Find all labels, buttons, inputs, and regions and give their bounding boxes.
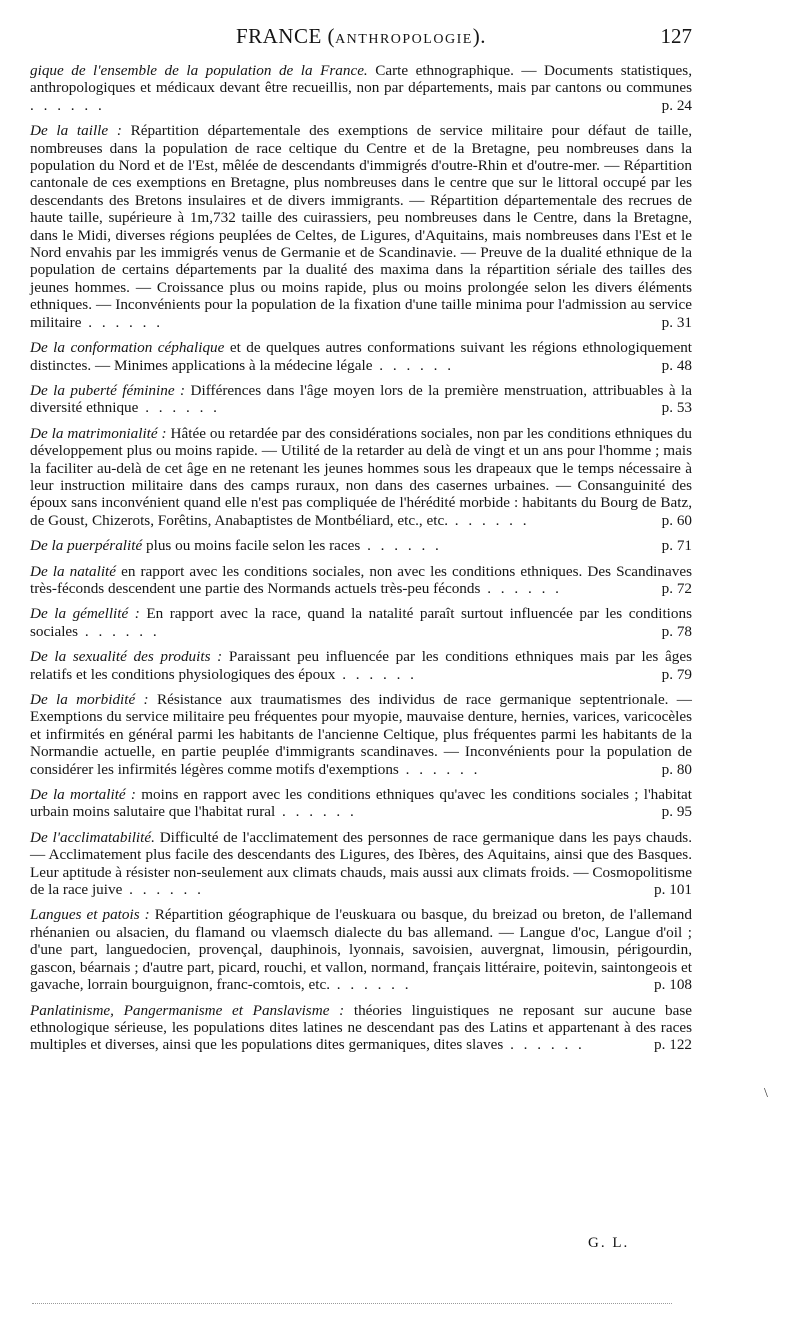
index-entry (30, 122, 692, 331)
entry-body: Différences dans l'âge moyen lors de la première menstruation, attribuables à la diversité ethnique (30, 381, 692, 417)
entry-page-ref: p. 24 (661, 96, 692, 114)
index-entry (30, 382, 692, 417)
leader-dots: . . . . . . (138, 399, 220, 417)
entry-body: Carte ethnographique. — Documents statistiques, anthropologiques et médicaux devant être recueillis, non par départements, mais par cantons ou communes (30, 62, 692, 97)
entry-body: en rapport avec les conditions sociales, non avec les conditions ethniques. Des Scandinaves très-féconds descendent une partie des Normands actuels très-peu féconds (30, 562, 692, 597)
leader-dots: . . . . . . (330, 976, 412, 994)
index-content (30, 62, 692, 1062)
leader-dots: . . . . . . (448, 511, 530, 529)
entry-page-ref: p. 60 (661, 511, 692, 529)
entry-page-ref: p. 78 (661, 622, 692, 640)
entry-heading: De la mortalité : (30, 786, 136, 804)
index-entry (30, 339, 692, 374)
leader-dots: . . . . . . (398, 760, 481, 778)
entry-page-ref: p. 80 (661, 760, 692, 778)
entry-page-ref: p. 108 (654, 976, 692, 994)
leader-dots: . . . . . . (372, 356, 455, 374)
index-entry (30, 537, 692, 554)
index-entry (30, 1002, 692, 1054)
entry-heading: De la conformation céphalique (30, 339, 225, 357)
entry-heading: De la matrimonialité : (30, 424, 167, 442)
entry-heading: De la sexualité des produits : (30, 648, 223, 666)
entry-heading: De la gémellité : (30, 605, 140, 623)
entry-page-ref: p. 79 (661, 665, 692, 683)
entry-page-ref: p. 101 (654, 881, 692, 899)
signature: G. L. (588, 1235, 630, 1251)
leader-dots: . . . . . . (275, 803, 357, 821)
running-header (30, 24, 692, 50)
entry-body: Résistance aux traumatismes des individus de race germanique septentrionale. — Exemptions du service militaire peu fréquentes pour myopie, mauvaise denture, hernies, varices, varicocèles et infirmités en général parmi les habitants de l'ancienne Celtique, plus fréquentes parmi les habitants de la Normandie actuelle, en partie peuplée d'immigrants scandinaves. — Inconvénients pour la population de considérer les infirmités légères comme motifs d'exemptions (30, 691, 692, 778)
entry-heading: Langues et patois : (30, 906, 150, 924)
entry-page-ref: p. 31 (661, 313, 692, 331)
entry-page-ref: p. 122 (654, 1036, 692, 1054)
leader-dots: . . . . . . (360, 537, 442, 555)
index-entry (30, 691, 692, 778)
running-title: FRANCE (ANTHROPOLOGIE). (235, 24, 487, 48)
entry-page-ref: p. 95 (661, 803, 692, 821)
entry-heading: De la puberté féminine : (30, 381, 186, 399)
entry-page-ref: p. 71 (661, 537, 692, 555)
entry-body: Répartition départementale des exemptions de service militaire pour défaut de taille, nombreuses dans la population de race celtique du Centre et de la Bretagne, peu nombreuses dans la population du Nord et de l'Est, mêlée de descendants d'immigrés d'outre-Rhin et d'outre-mer. — Répartition cantonale de ces exemptions en Bretagne, plus nombreuses dans le centre que sur le littoral occupé par les descendants des Bretons insulaires et de divers immigrants. — Répartition départementale des recrues de haute taille, supérieure à 1m,732 taille des cuirassiers, peu nombreuses dans le Centre, dans la Bretagne, dans le Midi, diverses régions peuplées de Celtes, de Ligures, d'Aquitains, mais nombreuses dans l'Est et le Nord envahis par les immigrés venus de Germanie et de Scandinavie. — Preuve de la dualité ethnique de la population de certains départements par la dualité des maxima dans la répartition sériale des tailles des jeunes hommes. — Croissance plus ou moins rapide, plus ou moins prolongée selon les divers éléments ethniques. — Inconvénients pour la population de la fixation d'une taille minima pour l'admission au service militaire (30, 122, 692, 331)
entry-heading: De la natalité (30, 562, 117, 580)
entry-body: et de quelques autres conformations suivant les régions ethnologiquement distinctes. — Minimes applications à la médecine légale (30, 339, 693, 374)
entry-heading: gique de l'ensemble de la population de la France. (30, 62, 368, 79)
entry-page-ref: p. 48 (661, 356, 692, 374)
entry-body: théories linguistiques ne reposant sur aucune base ethnologique sérieuse, les populations dites latines ne descendant pas des Latins et appartenant à des races multiples et diverses, ainsi que les populations dites germaniques, dites slaves (30, 1001, 692, 1054)
leader-dots: . . . . . . (30, 96, 105, 114)
entry-body: moins en rapport avec les conditions ethniques qu'avec les conditions sociales ; l'habitat urbain moins salutaire que l'habitat rural (30, 786, 693, 821)
entry-heading: Panlatinisme, Pangermanisme et Panslavisme : (30, 1001, 345, 1019)
index-entry (30, 829, 692, 899)
running-title-smallcaps: ANTHROPOLOGIE (335, 32, 473, 47)
entry-page-ref: p. 53 (661, 399, 692, 417)
entry-heading: De l'acclimatabilité. (30, 828, 155, 846)
entry-body: En rapport avec la race, quand la natalité paraît surtout influencée par les conditions sociales (30, 605, 692, 640)
entry-body: Difficulté de l'acclimatement des personnes de race germanique dans les pays chauds. — Acclimatement plus facile des descendants des Ligures, des Ibères, des Aquitains, ainsi que des Basques. Leur aptitude à résister non-seulement aux climats chauds, mais aussi aux climats froids. — Cosmopolitisme de la race juive (30, 828, 692, 899)
leader-dots: . . . . . . (81, 313, 164, 331)
index-entry (30, 62, 692, 114)
index-entry (30, 563, 692, 598)
entry-body: plus ou moins facile selon les races (142, 537, 361, 555)
entry-body: Paraissant peu influencée par les conditions ethniques mais par les âges relatifs et les conditions physiologiques des époux (30, 648, 692, 683)
entry-heading: De la puerpéralité (30, 537, 143, 555)
margin-mark: \ (764, 1086, 768, 1101)
index-entry (30, 648, 692, 683)
leader-dots: . . . . . . (335, 665, 417, 683)
footer-rule (32, 1303, 672, 1304)
index-entry (30, 786, 692, 821)
index-entry (30, 906, 692, 993)
leader-dots: . . . . . . (480, 579, 562, 597)
leader-dots: . . . . . . (122, 881, 204, 899)
leader-dots: . . . . . . (78, 622, 160, 640)
leader-dots: . . . . . . (503, 1036, 585, 1054)
entry-body: Hâtée ou retardée par des considérations sociales, non par les conditions ethniques du développement plus ou moins rapide. — Utilité de la retarder au delà de vingt et un ans pour l'homme ; mais la faciliter au-delà de cet âge en ne retenant les jeunes hommes sous les drapeaux que le temps nécessaire à leur instruction militaire dans des camps ruraux, non dans des casernes urbaines. — Consanguinité des époux sans inconvénient quand elle n'est pas compliquée de l'hérédité morbide : habitants du Bourg de Batz, de Goust, Chizerots, Forêtins, Anabaptistes de Montbéliard, etc., etc. (30, 424, 693, 529)
entry-page-ref: p. 72 (661, 579, 692, 597)
index-entry (30, 425, 692, 529)
index-entry (30, 605, 692, 640)
page-number: 127 (660, 24, 692, 48)
entry-heading: De la taille : (30, 122, 122, 140)
entry-body: Répartition géographique de l'euskuara ou basque, du breizad ou breton, de l'allemand rhénanien ou alsacien, du flamand ou vlaemsch dialecte du bas allemand. — Langue d'oc, Langue d'oil ; d'une part, languedocien, provençal, dauphinois, lyonnais, savoisien, auvergnat, limousin, périgourdin, gascon, béarnais ; d'autre part, picard, rouchi, et vallon, normand, français littéraire, poitevin, saintongeois et gavache, lorrain bourguignon, franc-comtois, etc. (30, 906, 692, 994)
entry-heading: De la morbidité : (30, 691, 149, 708)
